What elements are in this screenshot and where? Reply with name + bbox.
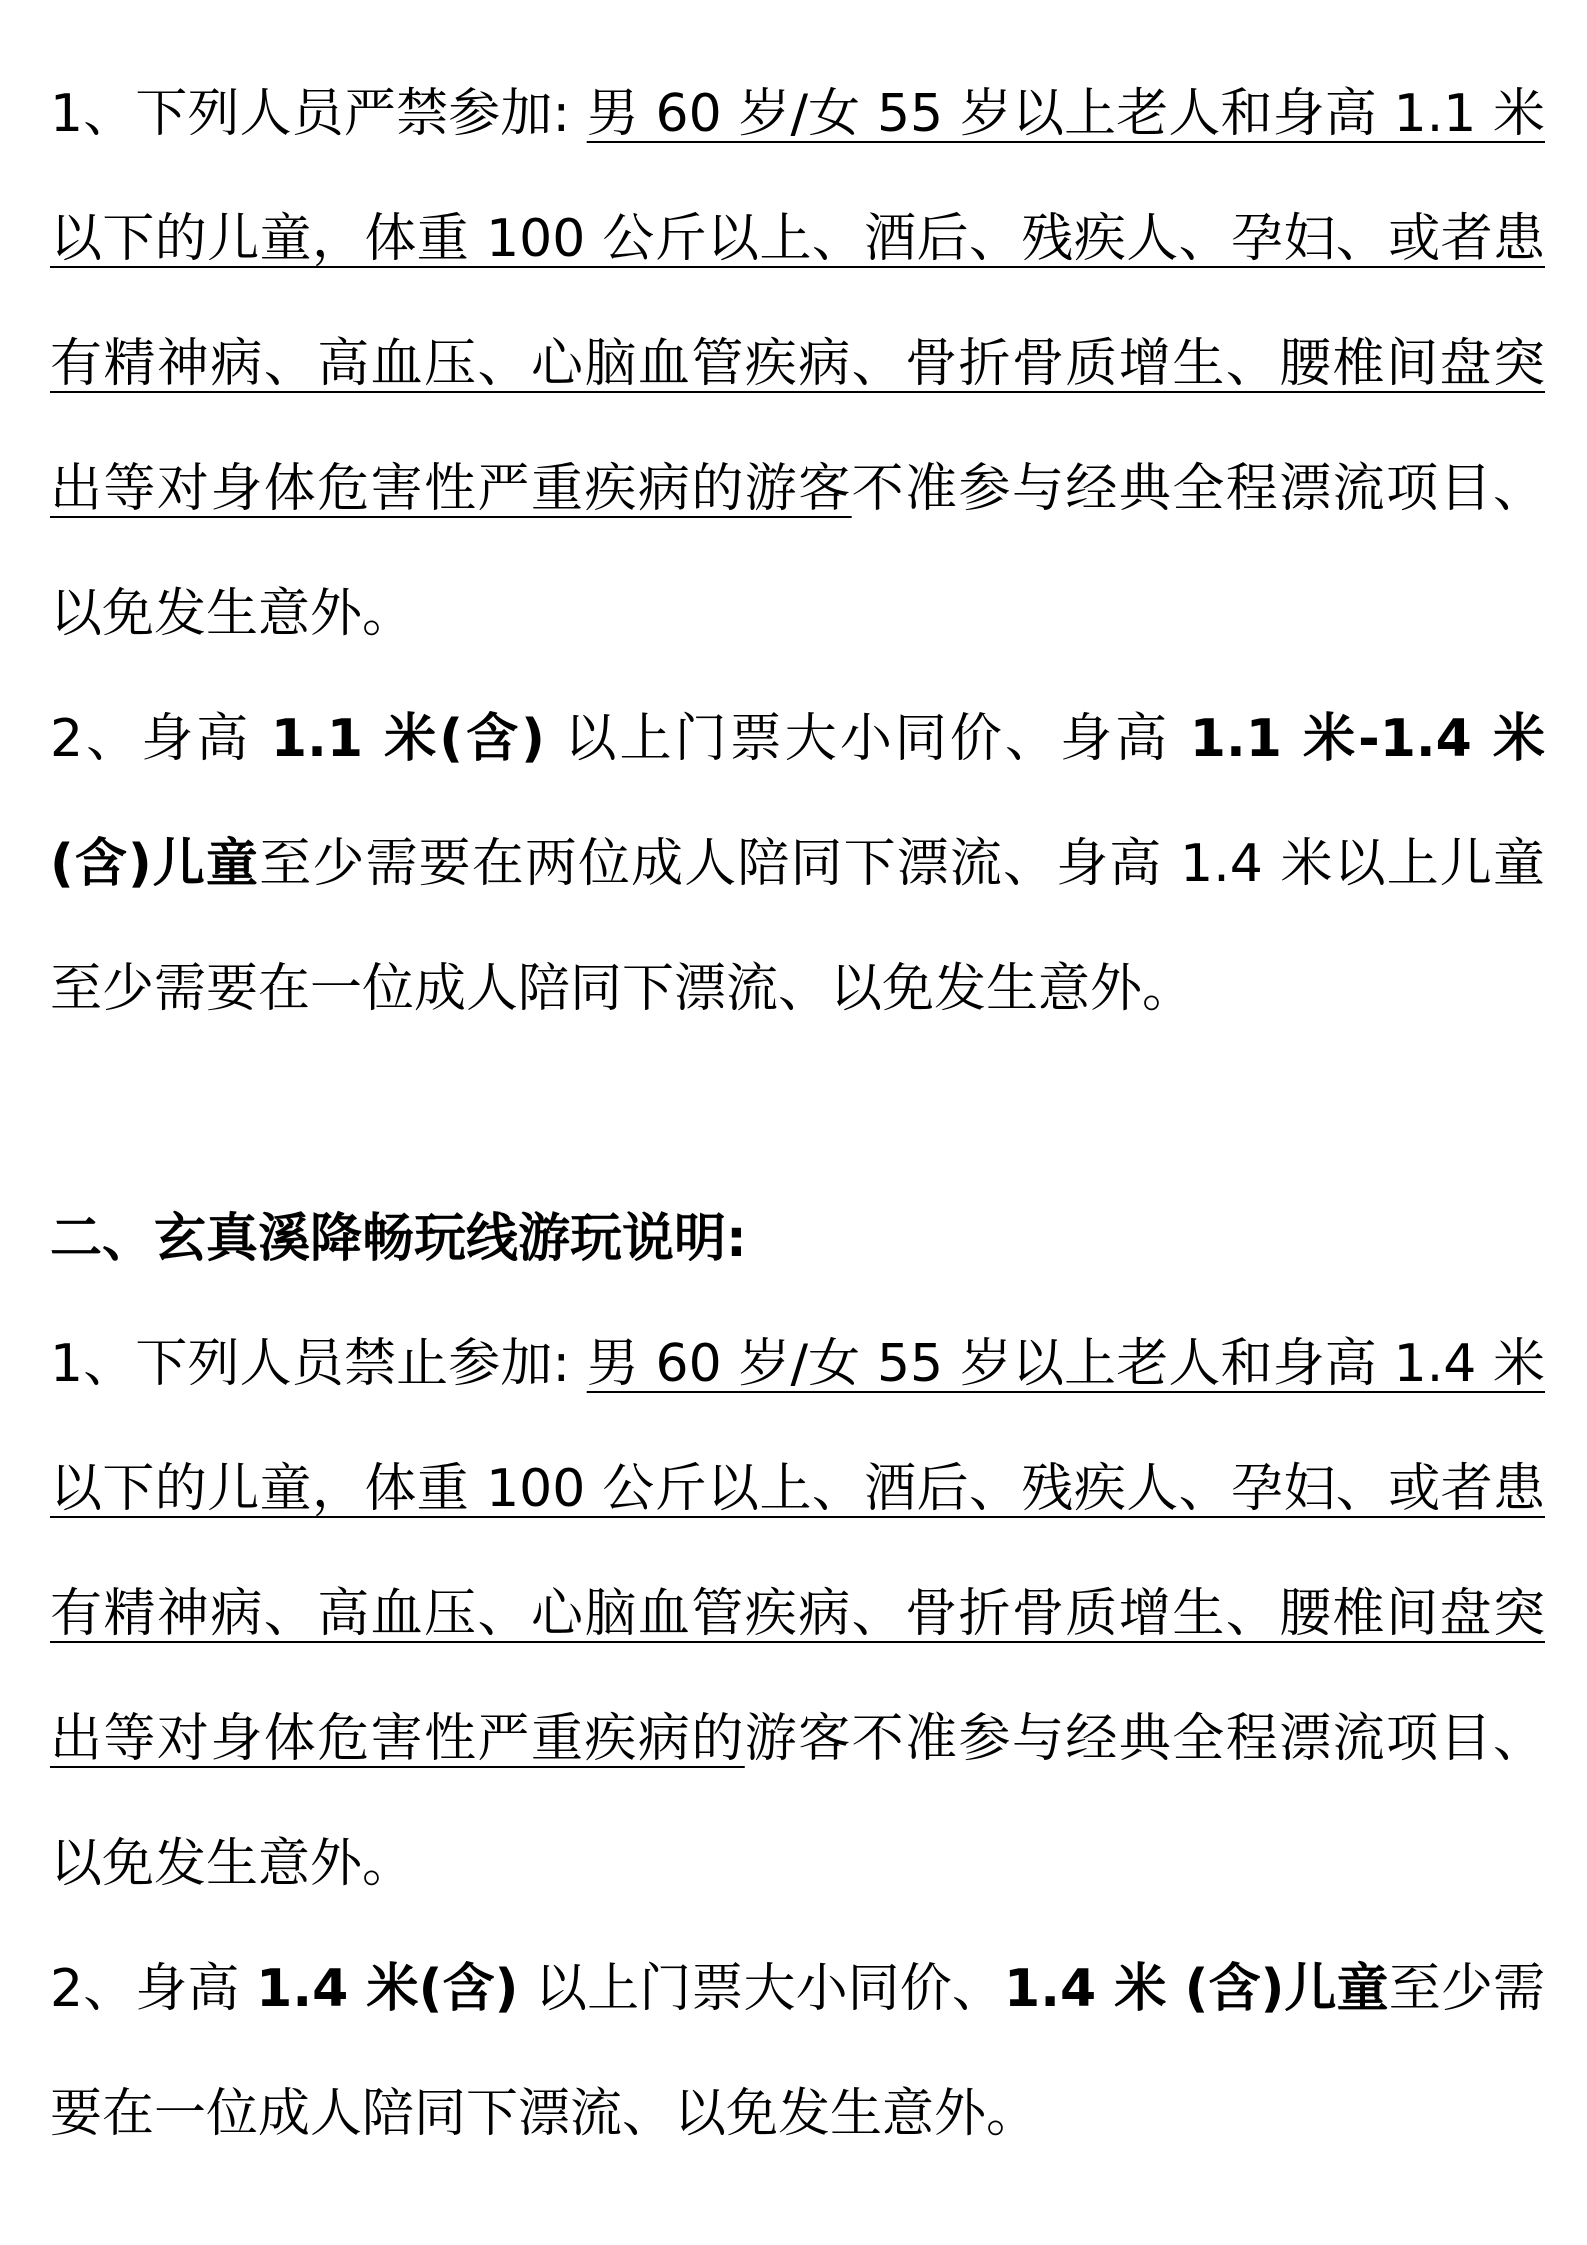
section2-item1-suffix: 游客不准参与经典全程漂流项目、以免发生意外。 [50, 1709, 1545, 1894]
section1-item1-prefix: 1、下列人员严禁参加: [50, 84, 587, 144]
section1-item2-bold1: 1.1 米(含) [270, 709, 545, 769]
section2-item2-bold2: 1.4 米 (含)儿童 [1004, 1959, 1389, 2019]
section2-item2-text2: 以上门票大小同价、 [518, 1959, 1005, 2019]
section2-item2 [50, 1927, 1545, 2177]
document-page [50, 52, 1545, 2177]
section2-item2-text1: 2、身高 [50, 1959, 257, 2019]
section-spacer [50, 1052, 1545, 1177]
section2-item2-text3: 至少需要在一位成人陪同下漂流、以免发生意外。 [50, 1959, 1545, 2144]
section1-item1-restrictions: 男 60 岁/女 55 岁以上老人和身高 1.1 米以下的儿童，体重 100 公斤以上、酒后、残疾人、孕妇、或者患有精神病、高血压、心脑血管疾病、骨折骨质增生、腰椎间盘突出等对身体危害性严重疾病的游客 [50, 84, 1545, 519]
section2-heading: 二、玄真溪降畅玩线游玩说明: [50, 1209, 747, 1269]
section2-item1-restrictions: 男 60 岁/女 55 岁以上老人和身高 1.4 米以下的儿童，体重 100 公斤以上、酒后、残疾人、孕妇、或者患有精神病、高血压、心脑血管疾病、骨折骨质增生、腰椎间盘突出等对身体危害性严重疾病的 [50, 1334, 1545, 1769]
section2-item1 [50, 1302, 1545, 1927]
section2-item2-bold1: 1.4 米(含) [256, 1959, 519, 2019]
section1-item1 [50, 52, 1545, 677]
section2-item1-prefix: 1、下列人员禁止参加: [50, 1334, 587, 1394]
section1-item2-text1: 2、身高 [50, 709, 271, 769]
section1-item2 [50, 677, 1545, 1052]
section1-item2-text3: 至少需要在两位成人陪同下漂流、身高 1.4 米以上儿童至少需要在一位成人陪同下漂流、以免发生意外。 [50, 834, 1545, 1019]
section1-item1-suffix: 不准参与经典全程漂流项目、以免发生意外。 [50, 459, 1545, 644]
section1-item2-text2: 以上门票大小同价、身高 [544, 709, 1190, 769]
section1-item2-bold2: 1.1 米-1.4 米(含)儿童 [50, 709, 1545, 894]
